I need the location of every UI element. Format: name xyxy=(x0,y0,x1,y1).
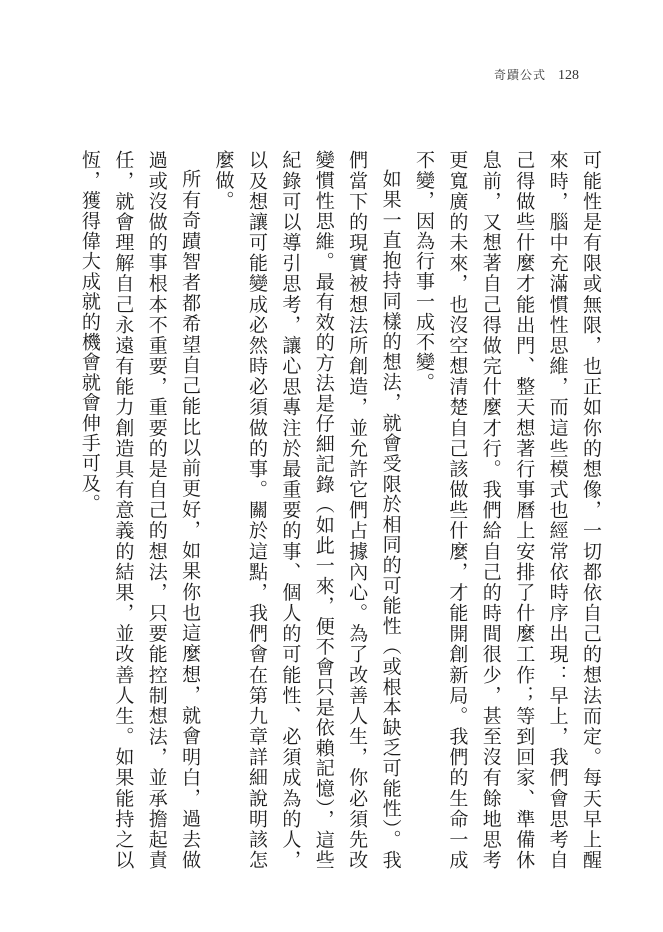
paragraph-1: 可能性是有限或無限，也正如你的想像，一切都依自己的想法而定。每天早上醒來時，腦中充滿慣性思維，而這些模式也經常依時序出現：早上，我們會思考自己得做些什麼才能出門、整天想著行事曆上安排了什麼工作；等到回家、準備休息前，又想著自己得做完什麼才行。我們給自己的時間很少，甚至沒有餘地思考更寬廣的未來，也沒空想清楚自己該做些什麼，才能開創新局。我們的生命一成不變，因為行事一成不變。 xyxy=(412,150,602,870)
paragraph-3: 所有奇蹟智者都希望自己能比以前更好，如果你也這麼想，就會明白，過去做過或沒做的事根本不重要，重要的是自己的想法，只要能控制想法，並承擔起責任，就會理解自己永遠有能力創造具有意義的結果，並改善人生。如果能持之以恆，獲得偉大成就的機會就會伸手可及。 xyxy=(78,150,202,870)
page-number: 128 xyxy=(558,68,579,83)
running-header xyxy=(494,66,579,84)
paragraph-2: 如果一直抱持同樣的想法，就會受限於相同的可能性（或根本缺乏可能性）。我們當下的現實被想法所創造，並允許它們占據內心。為了改善人生，你必須先改變慣性思維。最有效的方法是仔細記錄（如此一來，便不會只是依賴記憶），這些紀錄可以導引思考，讓心思專注於最重要的事、個人的可能性、必須成為的人，以及想讓可能變成必然時必須做的事。關於這點，我們會在第九章詳細說明該怎麼做。 xyxy=(212,150,402,870)
book-title: 奇蹟公式 xyxy=(493,68,546,82)
vertical-body-text xyxy=(78,150,607,870)
